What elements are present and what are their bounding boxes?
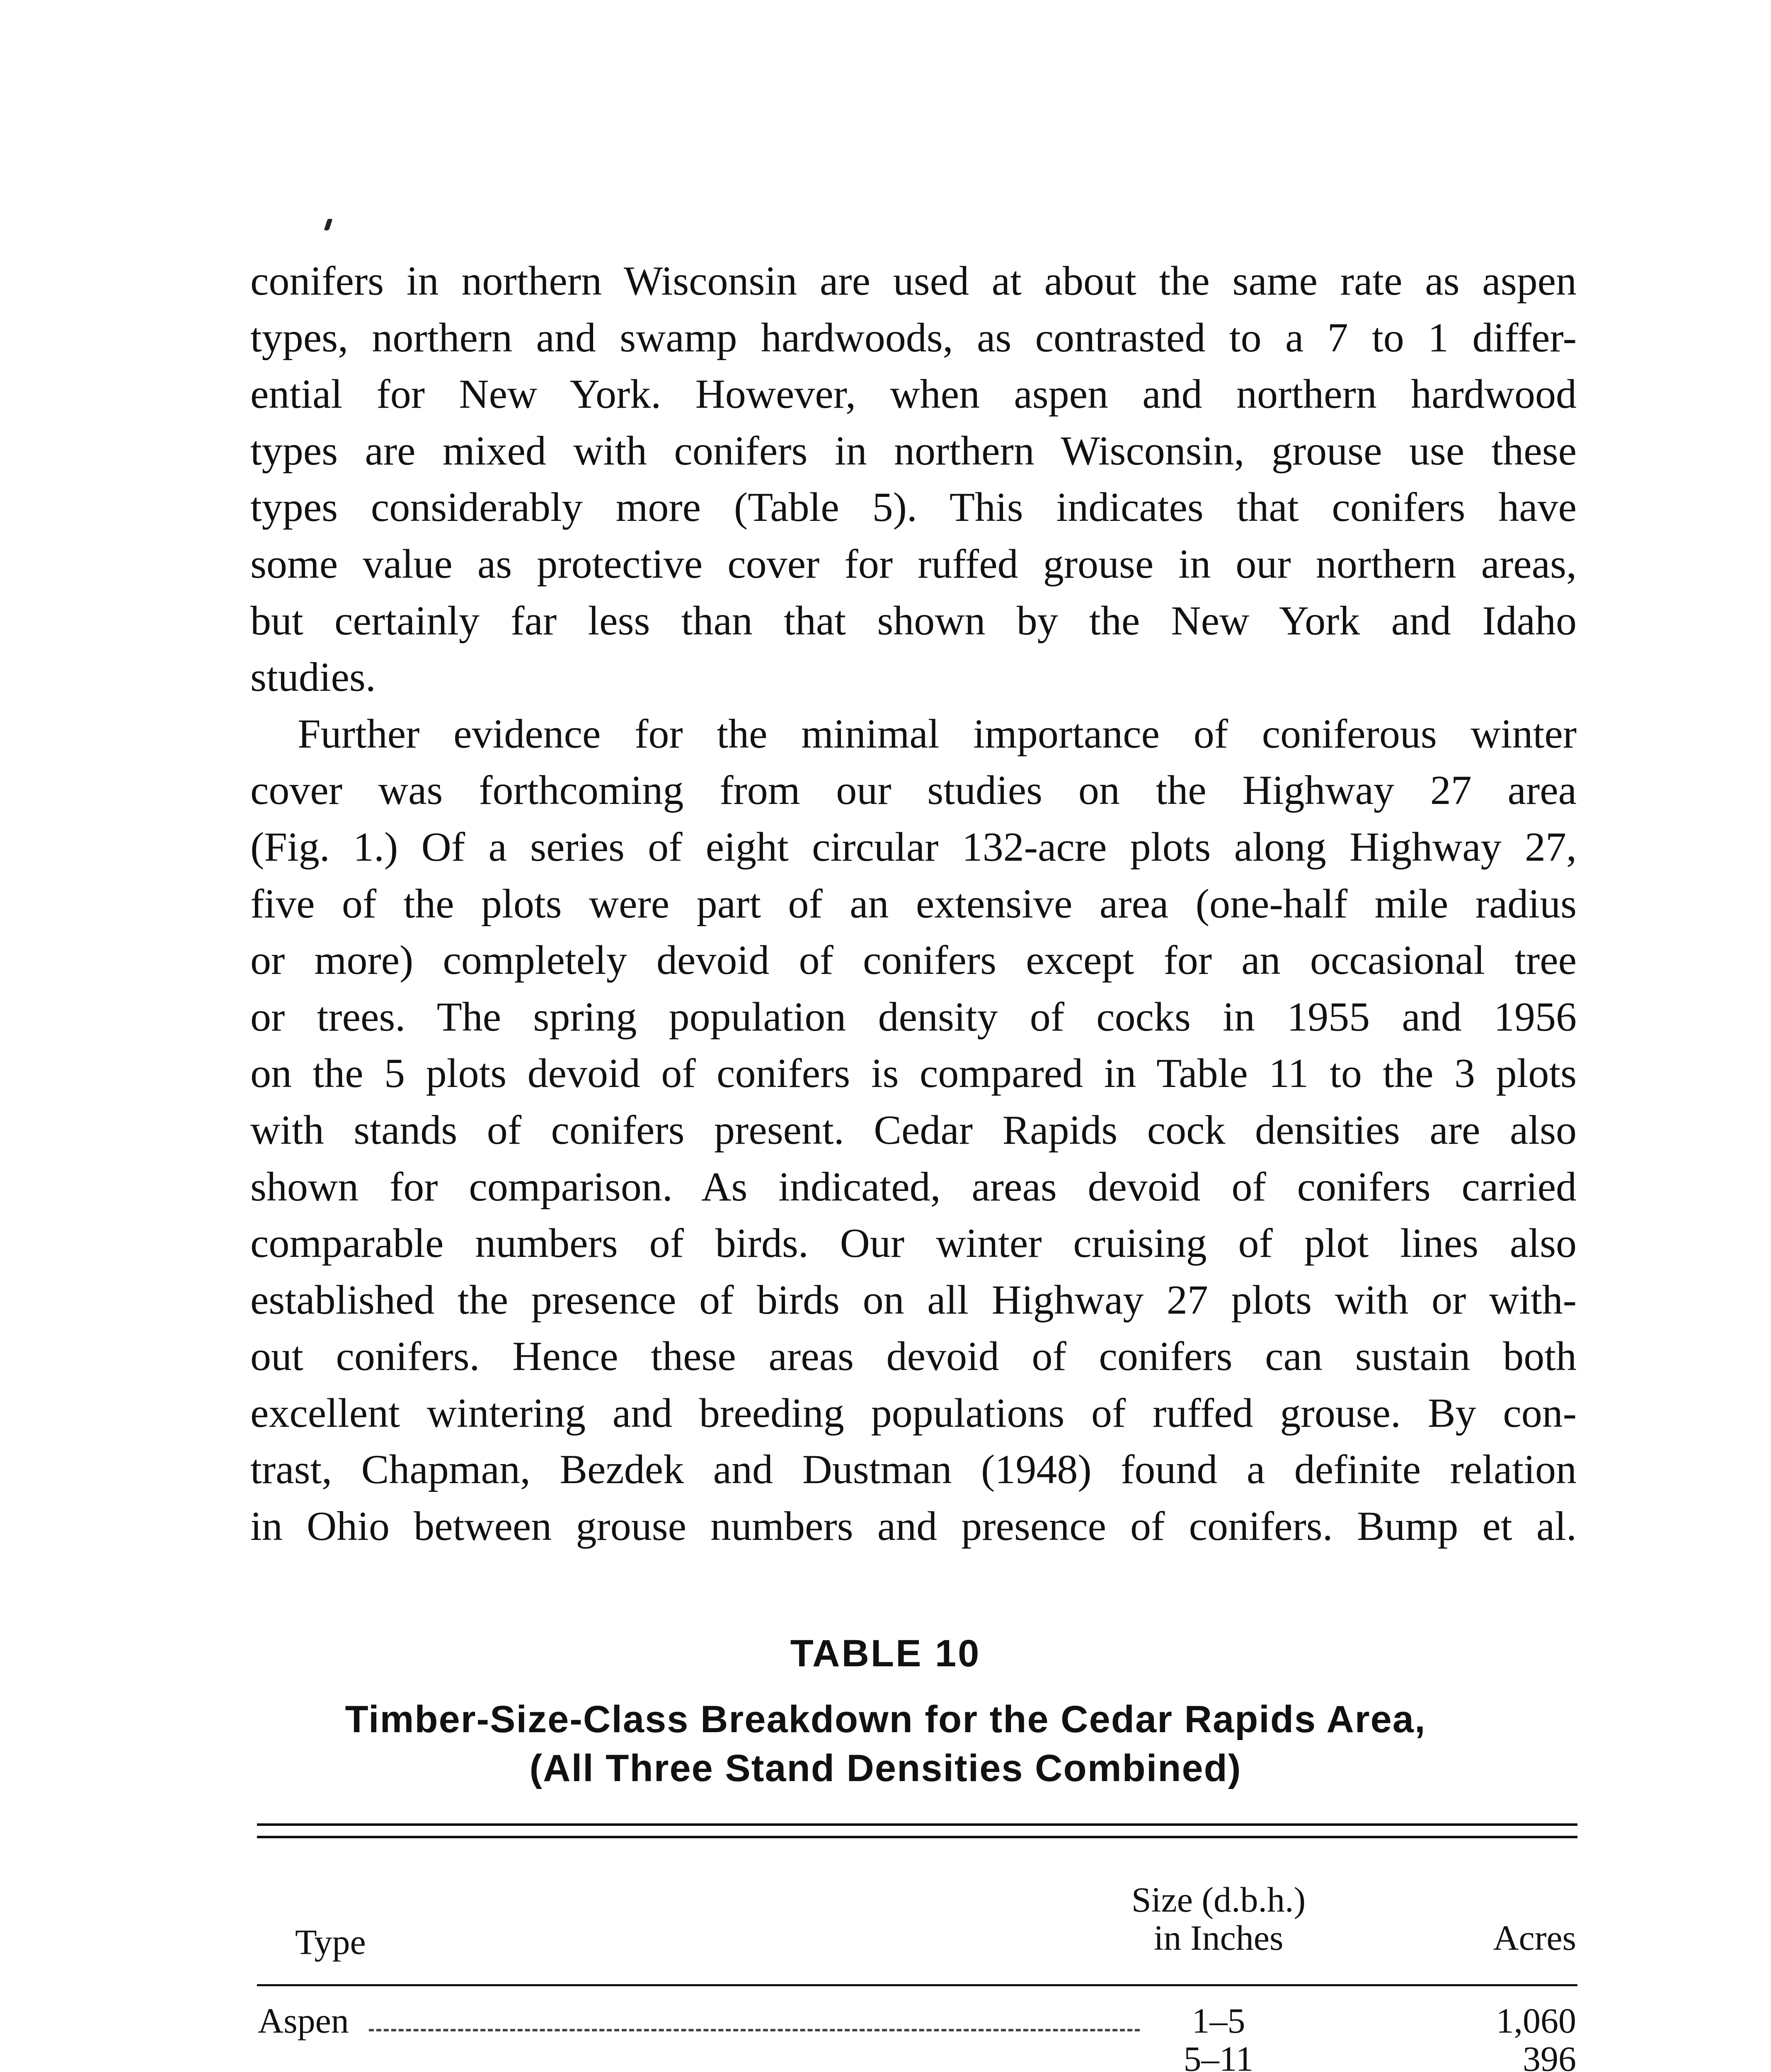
text-line: but certainly far less than that shown by the New York and Idaho — [250, 597, 1577, 644]
acres-cell: 396 — [1523, 2039, 1576, 2072]
text-line: trast, Chapman, Bezdek and Dustman (1948) found a definite relation — [250, 1446, 1577, 1493]
text-line: types are mixed with conifers in northern Wisconsin, grouse use these — [250, 427, 1577, 474]
table-title: TABLE 10 — [790, 1632, 981, 1675]
text-line: out conifers. Hence these areas devoid of conifers can sustain both — [250, 1333, 1577, 1380]
row-type-label: Aspen — [258, 2001, 349, 2041]
table-caption — [0, 1695, 1771, 1793]
row-sizes — [1131, 2002, 1306, 2072]
acres-cell: 1,060 — [1496, 2001, 1576, 2041]
text-line: established the presence of birds on all Highway 27 plots with or with- — [250, 1276, 1577, 1323]
text-line: or trees. The spring population density of cocks in 1955 and 1956 — [250, 993, 1577, 1040]
table-caption-line: Timber-Size-Class Breakdown for the Cedar Rapids Area, — [345, 1698, 1426, 1740]
table-caption-line: (All Three Stand Densities Combined) — [529, 1747, 1242, 1789]
table-top-rule — [257, 1836, 1577, 1838]
header-rule — [257, 1984, 1577, 1986]
size-cell: 5–11 — [1183, 2039, 1254, 2072]
table-top-rule — [257, 1823, 1577, 1826]
text-line: ential for New York. However, when aspen and northern hardwood — [250, 371, 1577, 417]
size-cell: 1–5 — [1192, 2001, 1245, 2041]
column-header-size — [1111, 1881, 1326, 1957]
text-line: conifers in northern Wisconsin are used at about the same rate as aspen — [250, 258, 1577, 304]
text-line: Further evidence for the minimal importance of coniferous winter — [298, 710, 1577, 757]
text-line: shown for comparison. As indicated, areas devoid of conifers carried — [250, 1163, 1577, 1210]
text-line: on the 5 plots devoid of conifers is compared in Table 11 to the 3 plots — [250, 1050, 1577, 1097]
text-line: in Ohio between grouse numbers and presence of conifers. Bump et al. — [250, 1503, 1577, 1549]
row-acres — [1496, 2002, 1577, 2072]
text-line: with stands of conifers present. Cedar Rapids cock densities are also — [250, 1106, 1577, 1153]
text-line: types, northern and swamp hardwoods, as contrasted to a 7 to 1 differ- — [250, 314, 1577, 361]
stray-ink-mark — [324, 219, 332, 230]
text-line: five of the plots were part of an extensive area (one-half mile radius — [250, 880, 1577, 927]
text-line: (Fig. 1.) Of a series of eight circular 132-acre plots along Highway 27, — [250, 823, 1577, 870]
column-header-acres: Acres — [1493, 1918, 1576, 1958]
column-header-type: Type — [295, 1922, 366, 1962]
text-line: comparable numbers of birds. Our winter cruising of plot lines also — [250, 1220, 1577, 1266]
text-line: studies. — [250, 654, 376, 700]
column-header-size-line: in Inches — [1153, 1918, 1284, 1958]
column-header-size-line: Size (d.b.h.) — [1131, 1880, 1306, 1920]
text-line: or more) completely devoid of conifers except for an occasional tree — [250, 937, 1577, 983]
text-line: excellent wintering and breeding populations of ruffed grouse. By con- — [250, 1389, 1577, 1436]
text-line: types considerably more (Table 5). This indicates that conifers have — [250, 484, 1577, 530]
text-line: some value as protective cover for ruffed grouse in our northern areas, — [250, 540, 1577, 587]
body-text — [250, 253, 1577, 1555]
dot-leader — [369, 2029, 1140, 2031]
text-line: cover was forthcoming from our studies on the Highway 27 area — [250, 767, 1577, 813]
